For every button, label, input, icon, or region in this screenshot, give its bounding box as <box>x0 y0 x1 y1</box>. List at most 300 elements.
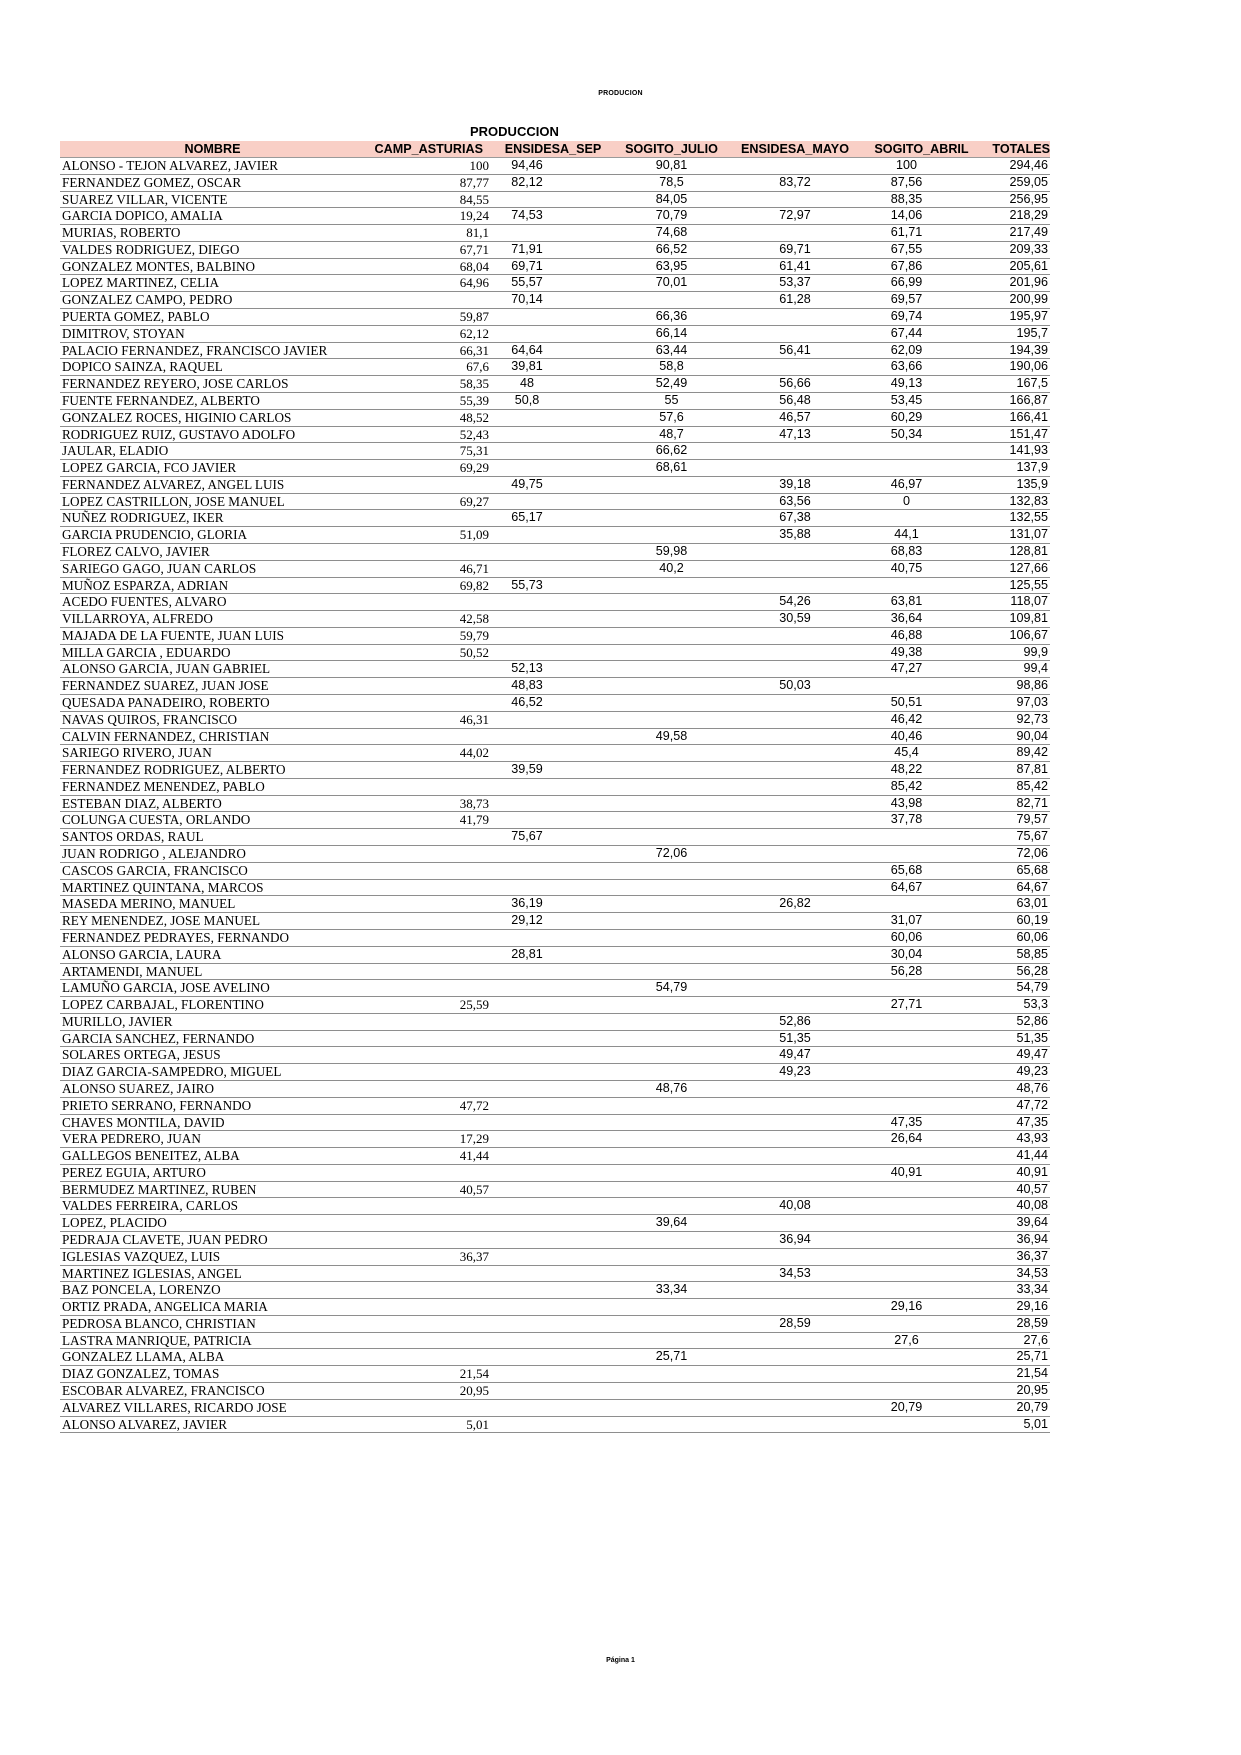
cell-totales: 190,06 <box>983 359 1050 376</box>
cell-sogito-julio: 66,62 <box>613 443 730 460</box>
cell-ensidesa-sep <box>493 1265 613 1282</box>
column-header-totales: TOTALES <box>983 141 1050 158</box>
cell-camp-asturias: 84,55 <box>365 191 493 208</box>
cell-nombre: MURILLO, JAVIER <box>60 1013 365 1030</box>
cell-sogito-julio <box>613 611 730 628</box>
cell-nombre: GARCIA DOPICO, AMALIA <box>60 208 365 225</box>
cell-camp-asturias <box>365 946 493 963</box>
cell-camp-asturias: 67,6 <box>365 359 493 376</box>
cell-sogito-abril: 20,79 <box>860 1399 983 1416</box>
cell-sogito-abril <box>860 1383 983 1400</box>
cell-totales: 79,57 <box>983 812 1050 829</box>
cell-totales: 25,71 <box>983 1349 1050 1366</box>
table-row <box>60 577 1050 594</box>
cell-camp-asturias <box>365 879 493 896</box>
table-row <box>60 1332 1050 1349</box>
cell-sogito-abril <box>860 1349 983 1366</box>
cell-ensidesa-mayo <box>730 929 860 946</box>
cell-camp-asturias: 46,71 <box>365 560 493 577</box>
cell-camp-asturias <box>365 778 493 795</box>
cell-ensidesa-mayo <box>730 980 860 997</box>
cell-sogito-abril: 44,1 <box>860 527 983 544</box>
cell-sogito-abril: 56,28 <box>860 963 983 980</box>
cell-ensidesa-sep: 46,52 <box>493 695 613 712</box>
cell-nombre: BAZ PONCELA, LORENZO <box>60 1282 365 1299</box>
cell-ensidesa-sep <box>493 644 613 661</box>
cell-sogito-julio <box>613 1114 730 1131</box>
table-row <box>60 1299 1050 1316</box>
cell-ensidesa-mayo <box>730 862 860 879</box>
cell-totales: 98,86 <box>983 678 1050 695</box>
cell-totales: 48,76 <box>983 1080 1050 1097</box>
cell-nombre: RODRIGUEZ RUIZ, GUSTAVO ADOLFO <box>60 426 365 443</box>
cell-ensidesa-sep: 70,14 <box>493 292 613 309</box>
cell-totales: 40,57 <box>983 1181 1050 1198</box>
cell-sogito-julio <box>613 1013 730 1030</box>
table-row <box>60 241 1050 258</box>
cell-sogito-julio: 59,98 <box>613 543 730 560</box>
cell-ensidesa-mayo: 69,71 <box>730 241 860 258</box>
cell-sogito-abril: 60,06 <box>860 929 983 946</box>
cell-sogito-julio <box>613 627 730 644</box>
cell-camp-asturias <box>365 1215 493 1232</box>
cell-sogito-julio <box>613 1164 730 1181</box>
cell-sogito-abril: 49,13 <box>860 376 983 393</box>
cell-sogito-abril: 26,64 <box>860 1131 983 1148</box>
cell-sogito-julio <box>613 1265 730 1282</box>
cell-sogito-abril: 64,67 <box>860 879 983 896</box>
cell-ensidesa-mayo <box>730 1366 860 1383</box>
cell-ensidesa-mayo: 61,41 <box>730 258 860 275</box>
cell-ensidesa-sep <box>493 795 613 812</box>
cell-sogito-julio: 54,79 <box>613 980 730 997</box>
cell-nombre: VALDES FERREIRA, CARLOS <box>60 1198 365 1215</box>
cell-sogito-julio <box>613 1232 730 1249</box>
cell-camp-asturias: 42,58 <box>365 611 493 628</box>
table-row <box>60 711 1050 728</box>
table-row <box>60 627 1050 644</box>
cell-totales: 82,71 <box>983 795 1050 812</box>
cell-sogito-julio <box>613 778 730 795</box>
table-row <box>60 158 1050 175</box>
cell-ensidesa-mayo: 36,94 <box>730 1232 860 1249</box>
cell-totales: 109,81 <box>983 611 1050 628</box>
cell-ensidesa-sep: 55,57 <box>493 275 613 292</box>
cell-camp-asturias: 75,31 <box>365 443 493 460</box>
cell-ensidesa-sep: 28,81 <box>493 946 613 963</box>
cell-totales: 60,19 <box>983 913 1050 930</box>
cell-ensidesa-mayo <box>730 1181 860 1198</box>
table-row <box>60 1215 1050 1232</box>
cell-sogito-julio <box>613 1131 730 1148</box>
cell-totales: 51,35 <box>983 1030 1050 1047</box>
cell-sogito-abril: 46,97 <box>860 476 983 493</box>
table-row <box>60 611 1050 628</box>
cell-ensidesa-mayo: 49,23 <box>730 1064 860 1081</box>
table-row <box>60 913 1050 930</box>
cell-ensidesa-mayo <box>730 560 860 577</box>
cell-nombre: GONZALEZ CAMPO, PEDRO <box>60 292 365 309</box>
cell-totales: 151,47 <box>983 426 1050 443</box>
cell-totales: 43,93 <box>983 1131 1050 1148</box>
cell-sogito-abril <box>860 510 983 527</box>
cell-ensidesa-mayo <box>730 711 860 728</box>
cell-sogito-abril: 66,99 <box>860 275 983 292</box>
cell-nombre: GARCIA SANCHEZ, FERNANDO <box>60 1030 365 1047</box>
cell-ensidesa-sep <box>493 225 613 242</box>
cell-sogito-julio: 49,58 <box>613 728 730 745</box>
table-row <box>60 1064 1050 1081</box>
cell-ensidesa-mayo: 53,37 <box>730 275 860 292</box>
cell-ensidesa-sep <box>493 325 613 342</box>
cell-sogito-julio: 63,95 <box>613 258 730 275</box>
cell-ensidesa-mayo <box>730 443 860 460</box>
cell-sogito-julio: 72,06 <box>613 846 730 863</box>
cell-sogito-julio: 63,44 <box>613 342 730 359</box>
cell-nombre: PEREZ EGUIA, ARTURO <box>60 1164 365 1181</box>
cell-sogito-julio: 39,64 <box>613 1215 730 1232</box>
cell-totales: 217,49 <box>983 225 1050 242</box>
cell-sogito-abril <box>860 1064 983 1081</box>
cell-totales: 20,95 <box>983 1383 1050 1400</box>
cell-ensidesa-sep <box>493 1148 613 1165</box>
cell-nombre: LOPEZ GARCIA, FCO JAVIER <box>60 460 365 477</box>
cell-ensidesa-mayo <box>730 795 860 812</box>
cell-camp-asturias: 41,44 <box>365 1148 493 1165</box>
cell-nombre: SARIEGO RIVERO, JUAN <box>60 745 365 762</box>
cell-ensidesa-mayo: 61,28 <box>730 292 860 309</box>
cell-nombre: CHAVES MONTILA, DAVID <box>60 1114 365 1131</box>
cell-ensidesa-sep <box>493 879 613 896</box>
cell-sogito-abril: 47,27 <box>860 661 983 678</box>
cell-ensidesa-mayo <box>730 627 860 644</box>
cell-nombre: VALDES RODRIGUEZ, DIEGO <box>60 241 365 258</box>
cell-sogito-abril: 45,4 <box>860 745 983 762</box>
cell-ensidesa-mayo <box>730 1332 860 1349</box>
table-row <box>60 879 1050 896</box>
column-header-ensidesa-sep: ENSIDESA_SEP <box>493 141 613 158</box>
table-row <box>60 1399 1050 1416</box>
cell-camp-asturias: 41,79 <box>365 812 493 829</box>
table-header <box>60 141 1050 158</box>
cell-totales: 5,01 <box>983 1416 1050 1433</box>
table-row <box>60 594 1050 611</box>
cell-totales: 195,7 <box>983 325 1050 342</box>
table-row <box>60 896 1050 913</box>
cell-ensidesa-sep <box>493 963 613 980</box>
cell-totales: 200,99 <box>983 292 1050 309</box>
table-row <box>60 275 1050 292</box>
cell-sogito-abril: 68,83 <box>860 543 983 560</box>
cell-ensidesa-mayo <box>730 997 860 1014</box>
cell-sogito-julio <box>613 1366 730 1383</box>
column-header-sogito-julio: SOGITO_JULIO <box>613 141 730 158</box>
cell-sogito-abril: 37,78 <box>860 812 983 829</box>
cell-nombre: FERNANDEZ RODRIGUEZ, ALBERTO <box>60 762 365 779</box>
cell-camp-asturias: 69,27 <box>365 493 493 510</box>
cell-sogito-julio <box>613 493 730 510</box>
cell-ensidesa-sep <box>493 426 613 443</box>
cell-sogito-abril <box>860 829 983 846</box>
cell-nombre: MASEDA MERINO, MANUEL <box>60 896 365 913</box>
table-row <box>60 1114 1050 1131</box>
cell-sogito-abril: 67,86 <box>860 258 983 275</box>
cell-sogito-julio <box>613 510 730 527</box>
cell-totales: 34,53 <box>983 1265 1050 1282</box>
cell-sogito-julio <box>613 1383 730 1400</box>
table-row <box>60 1013 1050 1030</box>
cell-ensidesa-sep <box>493 745 613 762</box>
cell-nombre: FERNANDEZ ALVAREZ, ANGEL LUIS <box>60 476 365 493</box>
cell-sogito-abril: 14,06 <box>860 208 983 225</box>
cell-totales: 205,61 <box>983 258 1050 275</box>
cell-sogito-julio: 66,36 <box>613 309 730 326</box>
cell-ensidesa-sep <box>493 728 613 745</box>
cell-sogito-julio <box>613 644 730 661</box>
cell-totales: 63,01 <box>983 896 1050 913</box>
cell-ensidesa-sep <box>493 1248 613 1265</box>
cell-camp-asturias <box>365 594 493 611</box>
cell-totales: 99,4 <box>983 661 1050 678</box>
cell-nombre: BERMUDEZ MARTINEZ, RUBEN <box>60 1181 365 1198</box>
cell-sogito-abril: 67,55 <box>860 241 983 258</box>
cell-ensidesa-mayo <box>730 1416 860 1433</box>
cell-sogito-julio <box>613 896 730 913</box>
table-row <box>60 812 1050 829</box>
cell-sogito-julio: 66,52 <box>613 241 730 258</box>
cell-nombre: SANTOS ORDAS, RAUL <box>60 829 365 846</box>
table-row <box>60 543 1050 560</box>
table-row <box>60 778 1050 795</box>
table-row <box>60 359 1050 376</box>
cell-sogito-abril <box>860 460 983 477</box>
table-row <box>60 644 1050 661</box>
cell-camp-asturias: 81,1 <box>365 225 493 242</box>
cell-sogito-abril: 0 <box>860 493 983 510</box>
cell-totales: 40,91 <box>983 1164 1050 1181</box>
cell-totales: 118,07 <box>983 594 1050 611</box>
cell-camp-asturias <box>365 896 493 913</box>
cell-totales: 195,97 <box>983 309 1050 326</box>
cell-nombre: GONZALEZ MONTES, BALBINO <box>60 258 365 275</box>
cell-camp-asturias: 66,31 <box>365 342 493 359</box>
cell-sogito-julio <box>613 1198 730 1215</box>
table-row <box>60 929 1050 946</box>
page-footer-label: Página 1 <box>606 1657 635 1664</box>
cell-sogito-abril: 85,42 <box>860 778 983 795</box>
cell-ensidesa-mayo <box>730 644 860 661</box>
table-row <box>60 493 1050 510</box>
cell-totales: 49,23 <box>983 1064 1050 1081</box>
cell-camp-asturias <box>365 1047 493 1064</box>
cell-ensidesa-sep: 36,19 <box>493 896 613 913</box>
cell-totales: 99,9 <box>983 644 1050 661</box>
cell-nombre: ESCOBAR ALVAREZ, FRANCISCO <box>60 1383 365 1400</box>
cell-ensidesa-mayo <box>730 1114 860 1131</box>
cell-ensidesa-sep <box>493 309 613 326</box>
cell-totales: 92,73 <box>983 711 1050 728</box>
cell-ensidesa-mayo: 72,97 <box>730 208 860 225</box>
cell-ensidesa-sep: 69,71 <box>493 258 613 275</box>
cell-ensidesa-mayo <box>730 577 860 594</box>
cell-sogito-abril <box>860 896 983 913</box>
cell-nombre: LAMUÑO GARCIA, JOSE AVELINO <box>60 980 365 997</box>
cell-sogito-julio <box>613 1399 730 1416</box>
cell-camp-asturias <box>365 862 493 879</box>
cell-nombre: FUENTE FERNANDEZ, ALBERTO <box>60 392 365 409</box>
cell-nombre: VILLARROYA, ALFREDO <box>60 611 365 628</box>
cell-ensidesa-mayo <box>730 745 860 762</box>
cell-sogito-julio: 58,8 <box>613 359 730 376</box>
cell-ensidesa-mayo <box>730 1131 860 1148</box>
cell-ensidesa-mayo <box>730 661 860 678</box>
cell-ensidesa-sep <box>493 846 613 863</box>
cell-camp-asturias: 68,04 <box>365 258 493 275</box>
cell-nombre: ALONSO GARCIA, LAURA <box>60 946 365 963</box>
cell-ensidesa-sep: 39,81 <box>493 359 613 376</box>
cell-sogito-julio <box>613 812 730 829</box>
cell-sogito-julio <box>613 1299 730 1316</box>
cell-sogito-julio <box>613 678 730 695</box>
cell-totales: 135,9 <box>983 476 1050 493</box>
table-row <box>60 376 1050 393</box>
cell-ensidesa-mayo <box>730 963 860 980</box>
cell-sogito-julio <box>613 862 730 879</box>
table-row <box>60 426 1050 443</box>
cell-ensidesa-mayo <box>730 812 860 829</box>
cell-nombre: FLOREZ CALVO, JAVIER <box>60 543 365 560</box>
cell-nombre: FERNANDEZ REYERO, JOSE CARLOS <box>60 376 365 393</box>
cell-ensidesa-sep <box>493 460 613 477</box>
cell-nombre: SOLARES ORTEGA, JESUS <box>60 1047 365 1064</box>
cell-sogito-julio: 25,71 <box>613 1349 730 1366</box>
cell-ensidesa-sep <box>493 560 613 577</box>
cell-sogito-abril: 30,04 <box>860 946 983 963</box>
cell-sogito-julio <box>613 1064 730 1081</box>
cell-ensidesa-mayo: 52,86 <box>730 1013 860 1030</box>
cell-ensidesa-sep <box>493 1164 613 1181</box>
cell-totales: 125,55 <box>983 577 1050 594</box>
page-header-label: PRODUCION <box>598 90 643 97</box>
cell-sogito-julio <box>613 879 730 896</box>
table-row <box>60 510 1050 527</box>
table-row <box>60 174 1050 191</box>
column-header-ensidesa-mayo: ENSIDESA_MAYO <box>730 141 860 158</box>
cell-camp-asturias <box>365 476 493 493</box>
cell-ensidesa-mayo: 26,82 <box>730 896 860 913</box>
cell-sogito-julio <box>613 946 730 963</box>
cell-sogito-abril <box>860 1232 983 1249</box>
cell-nombre: ALONSO SUAREZ, JAIRO <box>60 1080 365 1097</box>
cell-sogito-julio <box>613 1248 730 1265</box>
cell-sogito-julio: 70,01 <box>613 275 730 292</box>
cell-nombre: MARTINEZ IGLESIAS, ANGEL <box>60 1265 365 1282</box>
cell-ensidesa-mayo <box>730 846 860 863</box>
column-header-sogito-abril: SOGITO_ABRIL <box>860 141 983 158</box>
cell-ensidesa-mayo <box>730 762 860 779</box>
cell-sogito-abril <box>860 577 983 594</box>
cell-sogito-julio: 48,76 <box>613 1080 730 1097</box>
cell-totales: 47,35 <box>983 1114 1050 1131</box>
cell-ensidesa-sep: 48,83 <box>493 678 613 695</box>
cell-nombre: FERNANDEZ GOMEZ, OSCAR <box>60 174 365 191</box>
cell-ensidesa-mayo <box>730 728 860 745</box>
table-row <box>60 443 1050 460</box>
cell-camp-asturias: 69,29 <box>365 460 493 477</box>
cell-ensidesa-sep <box>493 527 613 544</box>
table-row <box>60 678 1050 695</box>
cell-nombre: REY MENENDEZ, JOSE MANUEL <box>60 913 365 930</box>
cell-sogito-abril <box>860 980 983 997</box>
cell-totales: 131,07 <box>983 527 1050 544</box>
table-title: PRODUCCION <box>470 124 559 139</box>
cell-ensidesa-mayo: 83,72 <box>730 174 860 191</box>
cell-sogito-abril <box>860 443 983 460</box>
table-row <box>60 527 1050 544</box>
cell-ensidesa-sep <box>493 812 613 829</box>
cell-sogito-julio <box>613 1030 730 1047</box>
cell-nombre: ALVAREZ VILLARES, RICARDO JOSE <box>60 1399 365 1416</box>
cell-ensidesa-sep: 82,12 <box>493 174 613 191</box>
cell-ensidesa-sep <box>493 1315 613 1332</box>
cell-nombre: GONZALEZ ROCES, HIGINIO CARLOS <box>60 409 365 426</box>
cell-sogito-julio <box>613 1315 730 1332</box>
cell-camp-asturias: 59,79 <box>365 627 493 644</box>
cell-nombre: ALONSO GARCIA, JUAN GABRIEL <box>60 661 365 678</box>
cell-nombre: QUESADA PANADEIRO, ROBERTO <box>60 695 365 712</box>
table-row <box>60 1047 1050 1064</box>
cell-camp-asturias <box>365 543 493 560</box>
cell-sogito-abril: 40,91 <box>860 1164 983 1181</box>
cell-totales: 47,72 <box>983 1097 1050 1114</box>
cell-ensidesa-sep: 71,91 <box>493 241 613 258</box>
cell-nombre: LOPEZ, PLACIDO <box>60 1215 365 1232</box>
cell-sogito-julio <box>613 577 730 594</box>
cell-sogito-julio <box>613 762 730 779</box>
cell-ensidesa-sep <box>493 1383 613 1400</box>
cell-sogito-julio <box>613 476 730 493</box>
cell-nombre: DIAZ GARCIA-SAMPEDRO, MIGUEL <box>60 1064 365 1081</box>
table-title-row <box>60 124 1050 140</box>
cell-sogito-julio <box>613 1148 730 1165</box>
cell-totales: 141,93 <box>983 443 1050 460</box>
cell-nombre: DOPICO SAINZA, RAQUEL <box>60 359 365 376</box>
cell-nombre: LOPEZ CASTRILLON, JOSE MANUEL <box>60 493 365 510</box>
cell-ensidesa-sep <box>493 1416 613 1433</box>
cell-camp-asturias: 58,35 <box>365 376 493 393</box>
table-row <box>60 342 1050 359</box>
cell-camp-asturias <box>365 829 493 846</box>
cell-camp-asturias <box>365 980 493 997</box>
cell-ensidesa-sep <box>493 862 613 879</box>
table-row <box>60 1181 1050 1198</box>
cell-ensidesa-sep: 74,53 <box>493 208 613 225</box>
cell-ensidesa-mayo <box>730 191 860 208</box>
cell-camp-asturias: 64,96 <box>365 275 493 292</box>
cell-totales: 56,28 <box>983 963 1050 980</box>
cell-totales: 29,16 <box>983 1299 1050 1316</box>
cell-ensidesa-mayo: 47,13 <box>730 426 860 443</box>
cell-totales: 36,94 <box>983 1232 1050 1249</box>
cell-camp-asturias: 21,54 <box>365 1366 493 1383</box>
cell-ensidesa-sep <box>493 1282 613 1299</box>
table-row <box>60 1164 1050 1181</box>
cell-totales: 65,68 <box>983 862 1050 879</box>
cell-sogito-abril <box>860 1265 983 1282</box>
cell-totales: 294,46 <box>983 158 1050 175</box>
cell-sogito-abril <box>860 1080 983 1097</box>
cell-camp-asturias <box>365 1299 493 1316</box>
